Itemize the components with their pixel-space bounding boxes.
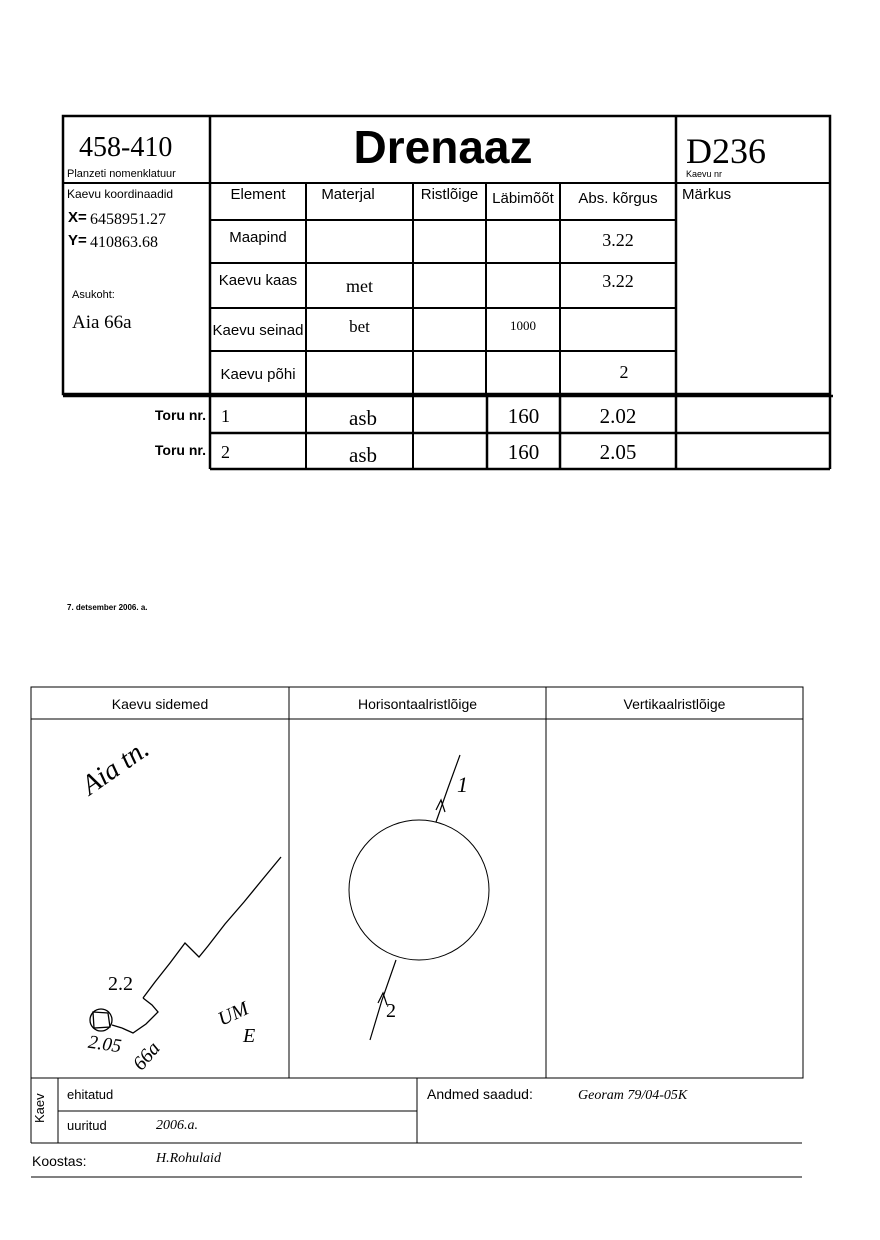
header-diameter: Läbimõõt bbox=[492, 190, 554, 207]
pipe-number: 1 bbox=[221, 406, 230, 426]
sketch-street-note: Aia tn. bbox=[76, 733, 155, 802]
source-value: Georam 79/04-05K bbox=[578, 1088, 688, 1103]
y-label: Y= bbox=[68, 232, 87, 249]
surveyed-label: uuritud bbox=[67, 1118, 107, 1133]
pipe-number: 2 bbox=[221, 442, 230, 462]
pipe-label: Toru nr. bbox=[154, 407, 206, 423]
sketch-height-note: 2.05 bbox=[86, 1031, 123, 1058]
row-element: Kaevu seinad bbox=[212, 322, 304, 339]
pipe-height: 2.02 bbox=[599, 404, 637, 428]
header-section: Ristlõige bbox=[420, 186, 479, 203]
map-sheet-number: 458-410 bbox=[79, 132, 173, 163]
sketch-um-note: UM bbox=[214, 997, 253, 1031]
source-label: Andmed saadud: bbox=[427, 1086, 533, 1102]
row-height: 3.22 bbox=[602, 230, 634, 250]
pipe-diameter: 160 bbox=[507, 404, 540, 428]
sketch-pipe-note: 1 bbox=[457, 772, 468, 797]
header-element: Element bbox=[230, 186, 286, 203]
pipe-height: 2.05 bbox=[599, 440, 637, 464]
location-label: Asukoht: bbox=[72, 289, 115, 301]
well-number-label: Kaevu nr bbox=[686, 169, 723, 179]
sketch-e-note: E bbox=[243, 1025, 256, 1047]
row-diameter: 1000 bbox=[510, 318, 536, 333]
document-date: 7. detsember 2006. a. bbox=[67, 603, 148, 612]
pipe-diameter: 160 bbox=[507, 440, 540, 464]
row-material: bet bbox=[349, 317, 370, 336]
row-element: Kaevu kaas bbox=[218, 272, 298, 289]
sketch-header-vertical: Vertikaalristlõige bbox=[623, 696, 726, 712]
pipe-label: Toru nr. bbox=[154, 442, 206, 458]
sketch-header-connections: Kaevu sidemed bbox=[111, 696, 209, 712]
row-height: 2 bbox=[619, 362, 629, 382]
pipe-material: asb bbox=[349, 406, 377, 430]
sketch-pipe-note: 2 bbox=[386, 1000, 396, 1022]
page-title: Drenaaz bbox=[353, 121, 533, 173]
sketch-height-note: 2.2 bbox=[108, 973, 133, 995]
row-height: 3.22 bbox=[602, 271, 634, 291]
x-value: 6458951.27 bbox=[90, 211, 166, 228]
sketch-house-note: 66a bbox=[128, 1037, 165, 1075]
y-value: 410863.68 bbox=[90, 234, 158, 251]
map-sheet-label: Planzeti nomenklatuur bbox=[67, 168, 176, 180]
header-height: Abs. kõrgus bbox=[578, 190, 658, 207]
location-value: Aia 66a bbox=[72, 312, 132, 333]
row-element: Kaevu põhi bbox=[220, 366, 296, 383]
header-material: Materjal bbox=[321, 186, 375, 203]
row-element: Maapind bbox=[229, 229, 287, 246]
coords-label: Kaevu koordinaadid bbox=[67, 187, 174, 201]
row-material: met bbox=[346, 276, 373, 296]
author-value: H.Rohulaid bbox=[156, 1151, 221, 1166]
sketch-header-horizontal: Horisontaalristlõige bbox=[357, 696, 478, 712]
well-number: D236 bbox=[686, 131, 766, 171]
side-label: Kaev bbox=[32, 1093, 47, 1123]
built-label: ehitatud bbox=[67, 1087, 114, 1102]
surveyed-value: 2006.a. bbox=[156, 1118, 198, 1133]
pipe-material: asb bbox=[349, 443, 377, 467]
x-label: X= bbox=[68, 209, 87, 226]
header-notes: Märkus bbox=[682, 186, 732, 203]
author-label: Koostas: bbox=[32, 1153, 87, 1169]
